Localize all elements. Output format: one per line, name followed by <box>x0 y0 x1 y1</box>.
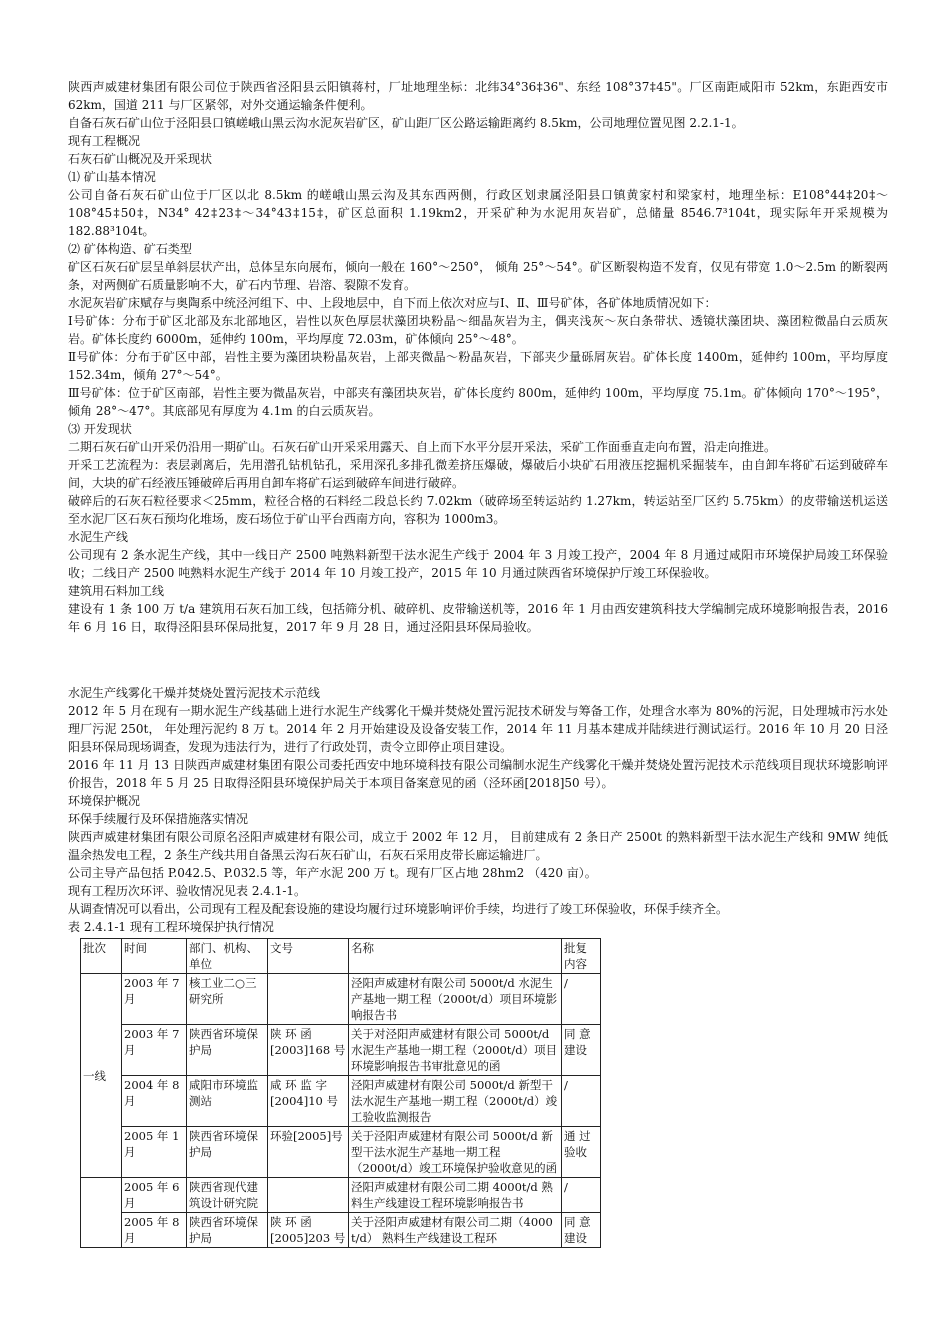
table-row <box>81 1025 601 1076</box>
paragraph: Ⅱ号矿体：分布于矿区中部，岩性主要为藻团块粉晶灰岩，上部夹微晶～粉晶灰岩，下部夹少量砾屑灰岩。矿体长度 1400m，延伸约 100m，平均厚度 152.34m，倾角 27°～54°。 <box>68 350 888 382</box>
table-cell: 同 意建设 <box>562 1025 601 1076</box>
table-cell: 泾阳声威建材有限公司二期 4000t/d 熟料生产线建设工程环境影响报告书 <box>349 1178 562 1213</box>
document-body <box>68 78 888 936</box>
paragraph: 环境保护概况 <box>68 794 141 808</box>
document-page <box>68 78 888 1248</box>
table-cell: 咸阳市环境监测站 <box>187 1076 268 1127</box>
header-batch: 批次 <box>81 939 122 974</box>
paragraph <box>68 652 888 668</box>
table-cell: 陕西省现代建筑设计研究院 <box>187 1178 268 1213</box>
paragraph: 2016 年 11 月 13 日陕西声威建材集团有限公司委托西安中地环境科技有限公司编制水泥生产线雾化干燥并焚烧处置污泥技术示范线项目现状环境影响评价报告，2018 年 5 月 25 日取得泾阳县环境保护局关于本项目备案意见的函（泾环函[2018]50 号）。 <box>68 758 888 790</box>
table-cell: 2003 年 7 月 <box>122 1025 187 1076</box>
header-name: 名称 <box>349 939 562 974</box>
table-cell: 关于泾阳声威建材有限公司 5000t/d 新型干法水泥生产基地一期工程（2000t/d）竣工环境保护验收意见的函 <box>349 1127 562 1178</box>
table-cell <box>268 1178 349 1213</box>
paragraph: ⑶ 开发现状 <box>68 422 132 436</box>
table-cell: 同 意建设 <box>562 1213 601 1248</box>
table-cell: 咸 环 监 字 [2004]10 号 <box>268 1076 349 1127</box>
paragraph: 石灰石矿山概况及开采现状 <box>68 152 213 166</box>
table-cell: 关于泾阳声威建材有限公司二期（4000 t/d） 熟料生产线建设工程环 <box>349 1213 562 1248</box>
paragraph: Ⅲ号矿体：位于矿区南部，岩性主要为微晶灰岩，中部夹有藻团块灰岩，矿体长度约 800m，延伸约 100m，平均厚度 75.1m。矿体倾向 170°～195°，倾角 28°～47°。其底部见有厚度为 4.1m 的白云质灰岩。 <box>68 386 888 418</box>
table-cell: 泾阳声威建材有限公司 5000t/d 水泥生产基地一期工程（2000t/d）项目环境影响报告书 <box>349 974 562 1025</box>
table-cell: 陕 环 函 [2005]203 号 <box>268 1213 349 1248</box>
environment-record-table <box>80 938 601 1248</box>
paragraph: 破碎后的石灰石粒径要求＜25mm，粒径合格的石料经二段总长约 7.02km（破碎场至转运站约 1.27km，转运站至厂区约 5.75km）的皮带输送机运送至水泥厂区石灰石预均化堆场，废石场位于矿山平台西南方向，容积为 1000m3。 <box>68 494 888 526</box>
table-cell: / <box>562 1076 601 1127</box>
paragraph: 二期石灰石矿山开采仍沿用一期矿山。石灰石矿山开采采用露天、自上而下水平分层开采法，采矿工作面垂直走向布置，沿走向推进。 <box>68 440 777 454</box>
header-approval: 批复内容 <box>562 939 601 974</box>
paragraph: ⑵ 矿体构造、矿石类型 <box>68 242 192 256</box>
paragraph: 开采工艺流程为：表层剥离后，先用潜孔钻机钻孔，采用深孔多排孔微差挤压爆破，爆破后小块矿石用液压挖掘机采掘装车，由自卸车将矿石运到破碎车间，大块的矿石经液压锤破碎后再用自卸车将矿石运到破碎车间进行破碎。 <box>68 458 888 490</box>
table-row <box>81 1076 601 1127</box>
paragraph: 水泥灰岩矿床赋存与奥陶系中统泾河组下、中、上段地层中，自下而上依次对应与Ⅰ、Ⅱ、Ⅲ号矿体，各矿体地质情况如下： <box>68 296 717 310</box>
paragraph: 水泥生产线 <box>68 530 129 544</box>
paragraph: ⑴ 矿山基本情况 <box>68 170 156 184</box>
paragraph: 表 2.4.1-1 现有工程环境保护执行情况 <box>68 920 274 934</box>
table-cell: 环验[2005]号 <box>268 1127 349 1178</box>
table-cell: 2005 年 6 月 <box>122 1178 187 1213</box>
header-time: 时间 <box>122 939 187 974</box>
paragraph: 现有工程历次环评、验收情况见表 2.4.1-1。 <box>68 884 307 898</box>
paragraph: 自备石灰石矿山位于泾阳县口镇嵯峨山黑云沟水泥灰岩矿区，矿山距厂区公路运输距离约 8.5km，公司地理位置见图 2.2.1-1。 <box>68 116 744 130</box>
batch-cell: 一线 <box>81 974 122 1178</box>
table-cell: 通 过验收 <box>562 1127 601 1178</box>
paragraph: 现有工程概况 <box>68 134 141 148</box>
paragraph: 公司自备石灰石矿山位于厂区以北 8.5km 的嵯峨山黑云沟及其东西两侧，行政区划隶属泾阳县口镇黄家村和梁家村，地理坐标：E108°44‡20‡～108°45‡50‡，N34° 42‡23‡～34°43‡15‡，矿区总面积 1.19km2，开采矿种为水泥用灰岩矿，总储量 8546.7³104t，现实际年开采规模为 182.88³104t。 <box>68 188 888 238</box>
paragraph: 公司现有 2 条水泥生产线，其中一线日产 2500 吨熟料新型干法水泥生产线于 2004 年 3 月竣工投产，2004 年 8 月通过咸阳市环境保护局竣工环保验收；二线日产 2500 吨熟料水泥生产线于 2014 年 10 月竣工投产，2015 年 10 月通过陕西省环境保护厅竣工环保验收。 <box>68 548 888 580</box>
paragraph: 从调查情况可以看出，公司现有工程及配套设施的建设均履行过环境影响评价手续，均进行了竣工环保验收，环保手续齐全。 <box>68 902 729 916</box>
paragraph: 矿区石灰石矿层呈单斜层状产出，总体呈东向展布，倾向一般在 160°～250°， 倾角 25°～54°。矿区断裂构造不发育，仅见有带宽 1.0～2.5m 的断裂两条，对两侧矿石质量影响不大，矿石内节理、岩溶、裂隙不发育。 <box>68 260 888 292</box>
table-row <box>81 1178 601 1213</box>
table-row <box>81 1213 601 1248</box>
table-cell: / <box>562 1178 601 1213</box>
paragraph: 环保手续履行及环保措施落实情况 <box>68 812 249 826</box>
table-header-row <box>81 939 601 974</box>
paragraph: 公司主导产品包括 P.042.5、P.032.5 等，年产水泥 200 万 t。现有厂区占地 28hm2 （420 亩）。 <box>68 866 597 880</box>
table-cell: 2004 年 8 月 <box>122 1076 187 1127</box>
table-cell: 泾阳声威建材有限公司 5000t/d 新型干法水泥生产基地一期工程（2000t/d）竣工验收监测报告 <box>349 1076 562 1127</box>
table-row <box>81 974 601 1025</box>
table-cell <box>268 974 349 1025</box>
header-doc-no: 文号 <box>268 939 349 974</box>
batch-cell <box>81 1178 122 1248</box>
paragraph: 建筑用石料加工线 <box>68 584 165 598</box>
table-cell: 陕西省环境保护局 <box>187 1127 268 1178</box>
table-cell: 陕西省环境保护局 <box>187 1213 268 1248</box>
paragraph: 2012 年 5 月在现有一期水泥生产线基础上进行水泥生产线雾化干燥并焚烧处置污泥技术研发与筹备工作，处理含水率为 80%的污泥，日处理城市污水处理厂污泥 250t， 年处理污泥约 8 万 t。2014 年 2 月开始建设及设备安装工作，2014 年 11 月基本建成并陆续进行测试运行。2016 年 10 月 20 日泾阳县环保局现场调查，发现为违法行为，进行了行政处罚，责令立即停止项目建设。 <box>68 704 888 754</box>
table-cell: 核工业二○三研究所 <box>187 974 268 1025</box>
paragraph: 陕西声威建材集团有限公司原名泾阳声威建材有限公司，成立于 2002 年 12 月， 目前建成有 2 条日产 2500t 的熟料新型干法水泥生产线和 9MW 纯低温余热发电工程，2 条生产线共用自备黑云沟石灰石矿山，石灰石采用皮带长廊运输进厂。 <box>68 830 888 862</box>
table-cell: 2003 年 7 月 <box>122 974 187 1025</box>
header-org: 部门、机构、单位 <box>187 939 268 974</box>
paragraph: 建设有 1 条 100 万 t/a 建筑用石灰石加工线，包括筛分机、破碎机、皮带输送机等，2016 年 1 月由西安建筑科技大学编制完成环境影响报告表，2016 年 6 月 16 日，取得泾阳县环保局批复，2017 年 9 月 28 日，通过泾阳县环保局验收。 <box>68 602 888 634</box>
table-row <box>81 1127 601 1178</box>
table-cell: 陕西省环境保护局 <box>187 1025 268 1076</box>
paragraph: 水泥生产线雾化干燥并焚烧处置污泥技术示范线 <box>68 686 321 700</box>
table-cell: 陕 环 函 [2003]168 号 <box>268 1025 349 1076</box>
table-cell: 2005 年 1 月 <box>122 1127 187 1178</box>
table-cell: 2005 年 8 月 <box>122 1213 187 1248</box>
paragraph: Ⅰ号矿体：分布于矿区北部及东北部地区，岩性以灰色厚层状藻团块粉晶～细晶灰岩为主，偶夹浅灰～灰白条带状、透镜状藻团块、藻团粒微晶白云质灰岩。矿体长度约 6000m，延伸约 100m，平均厚度 72.03m，矿体倾向 25°～48°。 <box>68 314 888 346</box>
table-cell: / <box>562 974 601 1025</box>
paragraph: 陕西声威建材集团有限公司位于陕西省泾阳县云阳镇蒋村，厂址地理坐标：北纬34°36‡36"、东经 108°37‡45"。厂区南距咸阳市 52km，东距西安市 62km，国道 211 与厂区紧邻，对外交通运输条件便利。 <box>68 80 888 112</box>
table-cell: 关于对泾阳声威建材有限公司 5000t/d 水泥生产基地一期工程（2000t/d）项目环境影响报告书审批意见的函 <box>349 1025 562 1076</box>
